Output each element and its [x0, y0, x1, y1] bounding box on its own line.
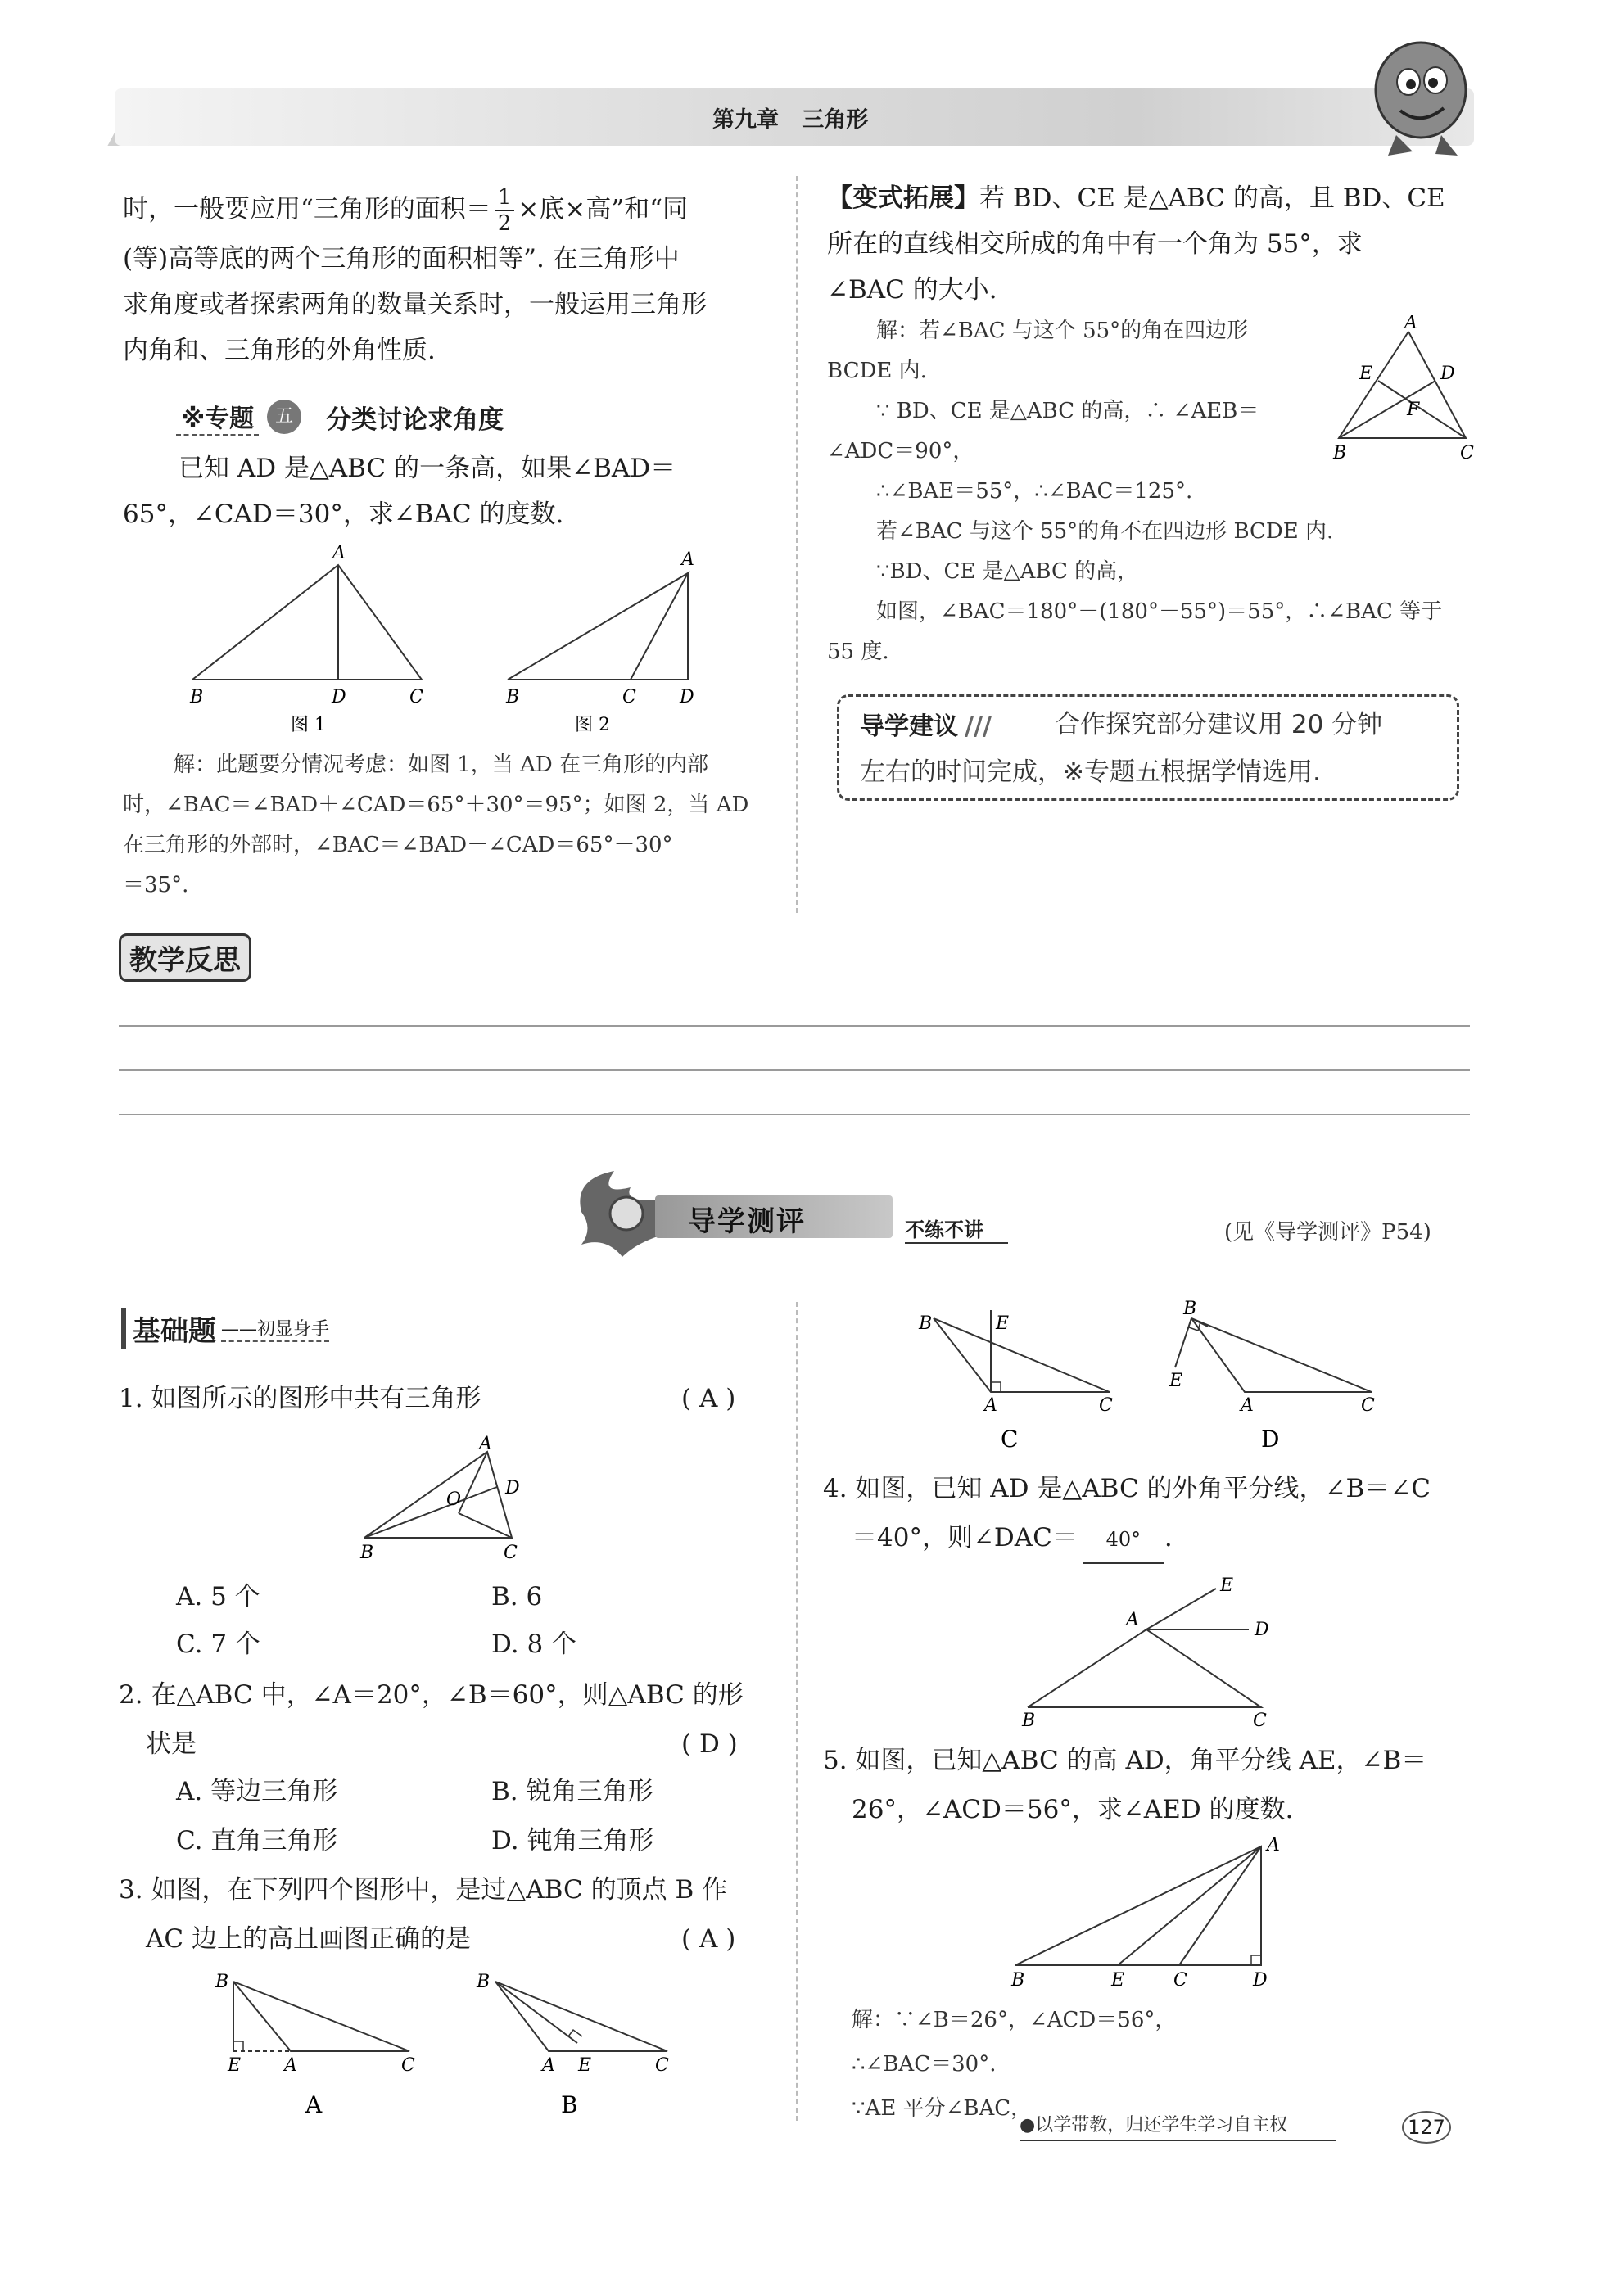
- label-a: A: [332, 543, 346, 563]
- triangle: [364, 1452, 512, 1538]
- figure-2-caption: 图 2: [575, 715, 610, 735]
- banner-title: 导学测评: [688, 1205, 806, 1238]
- q1-option-a: A. 5 个: [176, 1582, 260, 1611]
- intro-line: 求角度或者探索两角的数量关系时，一般运用三角形: [123, 290, 707, 319]
- q1-text: 1. 如图所示的图形中共有三角形: [119, 1384, 482, 1413]
- figure-b-caption: B: [561, 2091, 578, 2118]
- label-c: C: [1099, 1395, 1113, 1416]
- problem-line: 65°，∠CAD＝30°，求∠BAC 的度数.: [123, 499, 564, 529]
- solution-line: 在三角形的外部时，∠BAC＝∠BAD－∠CAD＝65°－30°: [123, 833, 673, 857]
- chapter-name: 三角形: [802, 107, 869, 133]
- example-problem: [123, 445, 676, 537]
- label-b: B: [1183, 1299, 1197, 1319]
- topic-title: 分类讨论求角度: [326, 405, 504, 435]
- q3-figure-b: [467, 1969, 680, 2125]
- label-e: E: [578, 2055, 592, 2076]
- right-angle-mark: [233, 2041, 243, 2051]
- topic-label: ※专题: [176, 398, 259, 436]
- label-c: C: [1361, 1395, 1375, 1416]
- q4-text-1: 4. 如图，已知 AD 是△ABC 的外角平分线，∠B＝∠C: [823, 1474, 1431, 1503]
- label-c: C: [1460, 443, 1474, 463]
- q3-figure-c: [909, 1298, 1122, 1453]
- label-c: C: [1253, 1711, 1267, 1731]
- problem-line: 已知 AD 是△ABC 的一条高，如果∠BAD＝: [179, 454, 676, 483]
- q4-answer-blank: [1083, 1516, 1164, 1564]
- page-number: 127: [1402, 2111, 1451, 2144]
- triangle: [233, 1982, 409, 2051]
- label-a: A: [284, 2055, 297, 2076]
- extension-line: 所在的直线相交所成的角中有一个角为 55°，求: [827, 229, 1363, 259]
- label-a: A: [1267, 1835, 1280, 1855]
- label-b: B: [477, 1972, 491, 1992]
- solution-line: ＝35°.: [123, 873, 189, 897]
- extension-figure: [1331, 315, 1478, 467]
- topic-heading: [176, 398, 504, 436]
- label-e: E: [228, 2055, 242, 2076]
- solution-line: 如图，∠BAC＝180°－(180°－55°)＝55°，∴∠BAC 等于: [876, 599, 1443, 624]
- intro-line: (等)高等底的两个三角形的面积相等”. 在三角形中: [123, 244, 680, 273]
- figure-1-caption: 图 1: [291, 715, 326, 735]
- solution-line: ∵ BD、CE 是△ABC 的高，∴ ∠AEB＝: [876, 399, 1259, 423]
- label-b: B: [360, 1543, 374, 1563]
- solution-line: 时，∠BAC＝∠BAD＋∠CAD＝65°＋30°＝95°；如图 2，当 AD: [123, 793, 749, 817]
- extension-ae: [1146, 1589, 1216, 1629]
- q3-answer: ( A ): [681, 1924, 736, 1954]
- right-angle-mark: [1251, 1955, 1261, 1965]
- label-b: B: [1011, 1970, 1025, 1991]
- solution-line: ∵BD、CE 是△ABC 的高，: [876, 559, 1139, 584]
- q2-option-d: D. 钝角三角形: [491, 1826, 654, 1855]
- fraction-numerator: 1: [495, 185, 515, 211]
- triangle: [1028, 1629, 1261, 1707]
- label-a: A: [1404, 315, 1417, 333]
- label-b: B: [1022, 1711, 1036, 1731]
- q4-figure: [1015, 1568, 1286, 1732]
- basic-label: 基础题: [121, 1308, 216, 1349]
- q3-text-1: 3. 如图，在下列四个图形中，是过△ABC 的顶点 B 作: [119, 1875, 728, 1905]
- basic-section-heading: [121, 1308, 329, 1349]
- label-a: A: [542, 2055, 555, 2076]
- solution-line: 解：此题要分情况考虑：如图 1，当 AD 在三角形的内部: [174, 753, 708, 777]
- label-c: C: [401, 2055, 415, 2076]
- reflection-badge: 教学反思: [119, 933, 251, 982]
- solution-line: ∵AE 平分∠BAC，: [852, 2096, 1033, 2121]
- label-o: O: [446, 1489, 462, 1510]
- label-c: C: [504, 1543, 518, 1563]
- q5-text-1: 5. 如图，已知△ABC 的高 AD，角平分线 AE，∠B＝: [823, 1746, 1427, 1775]
- q2-answer: ( D ): [681, 1729, 738, 1759]
- label-a: A: [984, 1395, 997, 1416]
- label-c: C: [655, 2055, 669, 2076]
- triangle: [1191, 1318, 1372, 1392]
- triangle: [934, 1318, 1110, 1392]
- mascot-icon: [1363, 33, 1478, 164]
- label-b: B: [1333, 443, 1347, 463]
- q1-option-c: C. 7 个: [176, 1629, 260, 1659]
- solution-line: ∴∠BAE＝55°，∴∠BAC＝125°.: [876, 479, 1193, 504]
- altitude: [1175, 1318, 1191, 1367]
- segment-ac: [1179, 1846, 1261, 1965]
- tip-label-text: 导学建议: [860, 712, 958, 741]
- label-e: E: [1359, 364, 1373, 384]
- solution-line: BCDE 内.: [827, 359, 927, 383]
- intro-line: ×底×高”和“同: [518, 194, 689, 224]
- label-d: D: [505, 1478, 520, 1498]
- figure-1: [180, 540, 442, 737]
- q5-figure: [1003, 1834, 1298, 1998]
- triangle-abc: [192, 565, 422, 680]
- q4-text-prefix: ＝40°，则∠DAC＝: [852, 1523, 1078, 1553]
- intro-line: 时，一般要应用“三角形的面积＝: [123, 194, 491, 224]
- q3-figure-a: [209, 1969, 422, 2125]
- intro-line: 内角和、三角形的外角性质.: [123, 336, 436, 365]
- q3-text-2: AC 边上的高且画图正确的是: [146, 1924, 471, 1954]
- label-a: A: [1126, 1610, 1139, 1630]
- label-d: D: [1253, 1970, 1268, 1991]
- basic-subtitle: ——初显身手: [221, 1315, 329, 1342]
- extension-label: 【变式拓展】: [827, 183, 979, 213]
- q4-text-2: ＝40°，则∠DAC＝ 40° .: [852, 1515, 1173, 1564]
- label-d: D: [1440, 364, 1455, 384]
- q2-text-2: 状是: [146, 1729, 197, 1759]
- q3-figure-d: [1163, 1298, 1384, 1453]
- extension-line: ∠BAC 的大小.: [827, 275, 997, 305]
- solution-line: 若∠BAC 与这个 55°的角不在四边形 BCDE 内.: [876, 519, 1334, 544]
- fraction-denominator: 2: [497, 211, 512, 236]
- tip-line: 左右的时间完成，※专题五根据学情选用.: [860, 757, 1321, 787]
- q1-option-d: D. 8 个: [491, 1629, 577, 1659]
- q2-text-1: 2. 在△ABC 中，∠A＝20°，∠B＝60°，则△ABC 的形: [119, 1680, 744, 1710]
- chapter-number: 第九章: [712, 107, 779, 133]
- label-c: C: [622, 687, 636, 707]
- footer-motto: ●以学带教，归还学生学习自主权: [1020, 2111, 1336, 2141]
- chapter-title: [712, 102, 868, 133]
- teaching-tip-label: 导学建议 ///: [860, 712, 992, 741]
- right-angle-mark: [991, 1382, 1001, 1392]
- label-c: C: [409, 687, 423, 707]
- label-d: D: [680, 687, 694, 707]
- solution-line: 解：∵∠B＝26°，∠ACD＝56°，: [852, 2008, 1177, 2032]
- banner-reference: (见《导学测评》P54): [1224, 1220, 1431, 1245]
- q2-option-b: B. 锐角三角形: [491, 1777, 653, 1806]
- label-b: B: [919, 1313, 933, 1334]
- q1-figure: [356, 1431, 545, 1571]
- label-d: D: [1255, 1620, 1269, 1640]
- solution-line: 55 度.: [827, 640, 889, 664]
- label-e: E: [1111, 1970, 1125, 1991]
- example-solution: [123, 745, 748, 906]
- solution-line: ∴∠BAC＝30°.: [852, 2052, 997, 2077]
- label-a: A: [681, 549, 694, 570]
- label-b: B: [215, 1972, 229, 1992]
- label-e: E: [996, 1313, 1010, 1334]
- intro-text: [123, 185, 707, 373]
- triangle-abc: [508, 573, 688, 680]
- triangle-abc: [1339, 332, 1466, 438]
- topic-number-badge: 五: [267, 400, 301, 434]
- q1-answer: ( A ): [681, 1384, 736, 1413]
- solution-line: ∠ADC＝90°，: [827, 439, 974, 463]
- q4-answer: 40°: [1105, 1528, 1142, 1551]
- label-e: E: [1169, 1371, 1183, 1391]
- figure-c-caption: C: [1001, 1426, 1019, 1453]
- figure-2: [491, 540, 712, 737]
- extension-line: 若 BD、CE 是△ABC 的高，且 BD、CE: [979, 183, 1445, 213]
- q2-option-c: C. 直角三角形: [176, 1826, 338, 1855]
- reflection-line-1: [119, 1025, 1470, 1027]
- tip-line: 合作探究部分建议用 20 分钟: [1055, 710, 1383, 739]
- label-a: A: [479, 1434, 492, 1454]
- triangle: [495, 1982, 667, 2051]
- solution-line: 解：若∠BAC 与这个 55°的角在四边形: [876, 319, 1249, 343]
- reflection-line-2: [119, 1069, 1470, 1071]
- label-e: E: [1220, 1575, 1234, 1596]
- cevian-bd: [364, 1487, 497, 1538]
- label-b: B: [190, 687, 204, 707]
- label-f: F: [1407, 400, 1420, 420]
- reflection-line-3: [119, 1114, 1470, 1115]
- label-a: A: [1241, 1395, 1254, 1416]
- extension-problem: [827, 175, 1445, 313]
- label-b: B: [506, 687, 520, 707]
- right-angle-mark: [568, 2030, 582, 2036]
- label-c: C: [1173, 1970, 1187, 1991]
- q2-option-a: A. 等边三角形: [176, 1777, 338, 1806]
- figure-a-caption: A: [305, 2091, 323, 2118]
- banner-slogan: 不练不讲: [905, 1214, 1008, 1244]
- figure-d-caption: D: [1261, 1426, 1280, 1453]
- teaching-tip-text: [860, 701, 1382, 796]
- label-d: D: [332, 687, 346, 707]
- q1-option-b: B. 6: [491, 1582, 543, 1611]
- cevian-co: [459, 1513, 512, 1538]
- q5-text-2: 26°，∠ACD＝56°，求∠AED 的度数.: [852, 1795, 1294, 1824]
